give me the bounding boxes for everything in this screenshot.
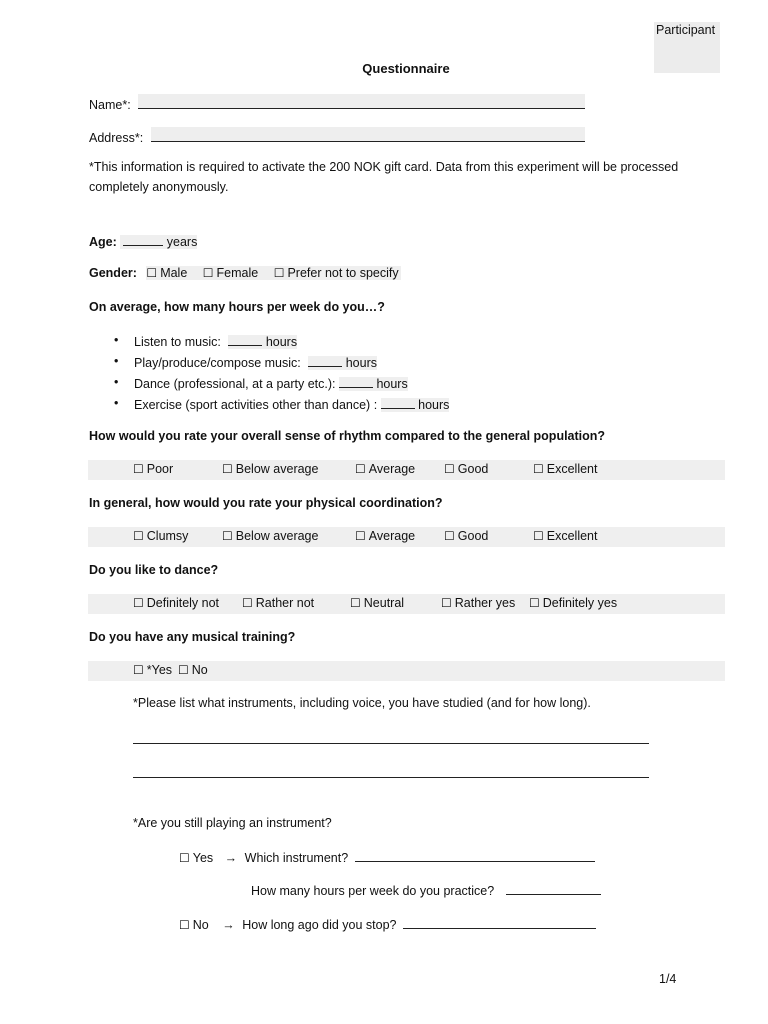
checkbox-icon: ☐ (273, 266, 285, 280)
still-playing-no-row (179, 916, 596, 932)
dance-question: Do you like to dance? (89, 563, 219, 577)
arrow-right-icon: → (222, 918, 235, 932)
instruments-line-2[interactable] (133, 777, 649, 778)
checkbox-icon: ☐ (133, 596, 144, 610)
stopped-ago-label: How long ago did you stop? (242, 918, 397, 932)
play-hours-field[interactable] (308, 354, 342, 367)
coordination-option-clumsy[interactable]: ☐ Clumsy (133, 529, 189, 543)
checkbox-icon: ☐ (179, 851, 190, 865)
bullet-dot: • (114, 333, 119, 347)
participant-label: Participant (656, 23, 716, 37)
checkbox-icon: ☐ (355, 462, 366, 476)
address-field[interactable] (151, 127, 585, 142)
checkbox-icon: ☐ (441, 596, 452, 610)
coordination-options (88, 527, 725, 547)
age-row (89, 233, 197, 249)
coordination-option-excellent[interactable]: ☐ Excellent (533, 529, 598, 543)
hours-item-dance: Dance (professional, at a party etc.): hours (134, 377, 408, 391)
checkbox-icon: ☐ (350, 596, 361, 610)
still-playing-question: *Are you still playing an instrument? (133, 816, 332, 830)
privacy-note-line-2: completely anonymously. (89, 180, 229, 194)
bullet-dot: • (114, 396, 119, 410)
listen-hours-field[interactable] (228, 333, 262, 346)
instruments-prompt: *Please list what instruments, including voice, you have studied (and for how long). (133, 696, 591, 710)
hours-item-listen: Listen to music: hours (134, 335, 298, 349)
stopped-ago-field[interactable] (403, 916, 596, 929)
page-number: 1/4 (659, 972, 677, 986)
coordination-option-below-average[interactable]: ☐ Below average (222, 529, 319, 543)
address-label: Address*: (89, 131, 144, 145)
age-label: Age: (89, 235, 117, 249)
dance-option-neutral[interactable]: ☐ Neutral (350, 596, 405, 610)
exercise-hours-field[interactable] (381, 396, 415, 409)
checkbox-icon: ☐ (242, 596, 253, 610)
dance-hours-field[interactable] (339, 375, 373, 388)
page-title: Questionnaire (362, 61, 450, 76)
rhythm-option-average[interactable]: ☐ Average (355, 462, 416, 476)
bullet-dot: • (114, 354, 119, 368)
gender-option-unspecified[interactable]: ☐ Prefer not to specify (273, 266, 399, 280)
privacy-note-line-1: *This information is required to activate the 200 NOK gift card. Data from this experiment will be processed (89, 160, 679, 174)
gender-option-female[interactable]: ☐ Female (202, 266, 259, 280)
checkbox-icon: ☐ (178, 663, 189, 677)
training-question: Do you have any musical training? (89, 630, 296, 644)
hours-question: On average, how many hours per week do you…? (89, 300, 385, 314)
checkbox-icon: ☐ (444, 529, 455, 543)
dance-options (88, 594, 725, 614)
checkbox-icon: ☐ (529, 596, 540, 610)
instruments-line-1[interactable] (133, 743, 649, 744)
checkbox-icon: ☐ (202, 266, 214, 280)
checkbox-icon: ☐ (222, 462, 233, 476)
address-row (89, 127, 585, 145)
checkbox-icon: ☐ (133, 462, 144, 476)
which-instrument-field[interactable] (355, 849, 595, 862)
rhythm-option-below-average[interactable]: ☐ Below average (222, 462, 319, 476)
training-option-yes[interactable]: ☐ *Yes (133, 663, 173, 677)
age-unit: years (166, 235, 198, 249)
checkbox-icon: ☐ (222, 529, 233, 543)
practice-hours-field[interactable] (506, 882, 601, 895)
gender-row (89, 266, 401, 280)
practice-question: How many hours per week do you practice? (251, 884, 495, 898)
rhythm-question: How would you rate your overall sense of rhythm compared to the general population? (89, 429, 606, 443)
checkbox-icon: ☐ (179, 918, 190, 932)
gender-option-male[interactable]: ☐ Male (146, 266, 188, 280)
checkbox-icon: ☐ (533, 529, 544, 543)
name-label: Name*: (89, 98, 131, 112)
rhythm-option-good[interactable]: ☐ Good (444, 462, 489, 476)
still-playing-option-yes[interactable]: ☐ Yes (179, 851, 214, 865)
checkbox-icon: ☐ (146, 266, 158, 280)
name-field[interactable] (138, 94, 585, 109)
training-option-no[interactable]: ☐ No (178, 663, 208, 677)
dance-option-definitely-yes[interactable]: ☐ Definitely yes (529, 596, 618, 610)
which-instrument-label: Which instrument? (244, 851, 349, 865)
hours-item-exercise: Exercise (sport activities other than dance) : hours (134, 398, 450, 412)
dance-option-rather-yes[interactable]: ☐ Rather yes (441, 596, 516, 610)
checkbox-icon: ☐ (133, 529, 144, 543)
rhythm-option-poor[interactable]: ☐ Poor (133, 462, 174, 476)
hours-item-play: Play/produce/compose music: hours (134, 356, 377, 370)
rhythm-options (88, 460, 725, 480)
still-playing-option-no[interactable]: ☐ No (179, 918, 209, 932)
arrow-right-icon: → (224, 851, 238, 865)
checkbox-icon: ☐ (355, 529, 366, 543)
name-row (89, 94, 585, 112)
dance-option-rather-not[interactable]: ☐ Rather not (242, 596, 315, 610)
training-options (88, 661, 725, 681)
checkbox-icon: ☐ (533, 462, 544, 476)
coordination-question: In general, how would you rate your physical coordination? (89, 496, 443, 510)
checkbox-icon: ☐ (133, 663, 144, 677)
practice-row (251, 882, 601, 898)
rhythm-option-excellent[interactable]: ☐ Excellent (533, 462, 598, 476)
coordination-option-average[interactable]: ☐ Average (355, 529, 416, 543)
checkbox-icon: ☐ (444, 462, 455, 476)
bullet-dot: • (114, 375, 119, 389)
gender-label: Gender: (89, 266, 137, 280)
coordination-option-good[interactable]: ☐ Good (444, 529, 489, 543)
dance-option-definitely-not[interactable]: ☐ Definitely not (133, 596, 220, 610)
age-field[interactable] (123, 233, 163, 246)
still-playing-yes-row (179, 849, 595, 865)
